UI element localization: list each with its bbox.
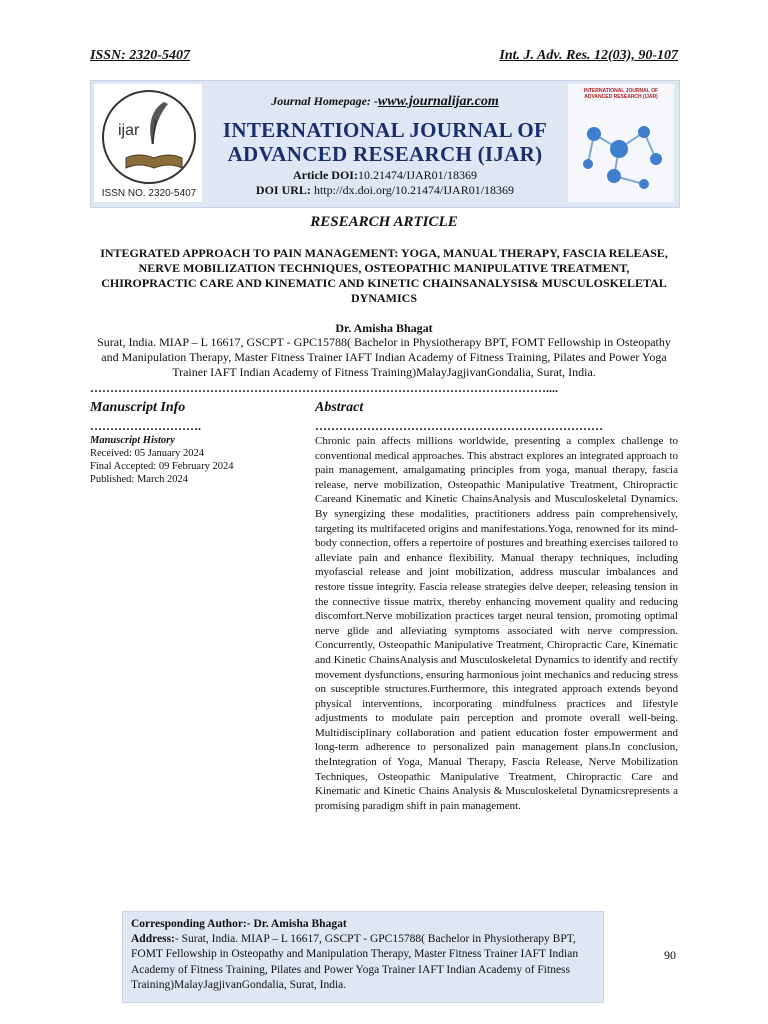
journal-title-line1: INTERNATIONAL JOURNAL OF — [222, 118, 548, 142]
article-doi: 10.21474/IJAR01/18369 — [357, 168, 477, 182]
published-date: Published: March 2024 — [90, 474, 188, 485]
issn-label: ISSN: 2320-5407 — [90, 48, 190, 63]
logo-text: ijar — [118, 122, 140, 139]
journal-homepage — [205, 94, 565, 110]
divider: …………………………………………………………………………………………………….... — [90, 383, 558, 393]
author-name: Dr. Amisha Bhagat — [335, 321, 433, 335]
abstract-text: Chronic pain affects millions worldwide, presenting a complex challenge to conventional medical approaches. This abstract explores an integrated approach to pain management, amalgamating principles from yoga, manual therapy, fascia release, nerve mobilization, Osteopathic Manipulative Treatment, Chiropractic Careand Kinematic and Kinetic ChainsAnalysis and Musculoskeletal Dynamics. By synergizing these modalities, practitioners address pain comprehensively, targeting its multifaceted origins and manifestations.Yoga, renowned for its mind-body connection, offers a repertoire of postures and breathing exercises tailored to alleviate pain and enhance flexibility. Manual therapy techniques, including myofascial release and joint mobilization, address muscular imbalances and restore tissue integrity. Fascia release strategies delve deeper, releasing tension in the connective tissue matrix, thereby enhancing movement quality and reducing discomfort.Nerve mobilization practices target neural tension, promoting optimal nerve glide and alleviating symptoms associated with nerve compression. Concurrently, Osteopathic Manipulative Treatment, Chiropractic Care, Kinematic and Kinetic ChainsAnalysis and Musculoskeletal Dynamics to identify and rectify movement dysfunctions, ensuring harmonious joint mechanics and reducing stress on susceptible structures.Furthermore, this integrated approach extends beyond physical interventions, incorporating mindfulness practices and lifestyle adjustments to modulate pain perception and promote overall well-being. Multidisciplinary collaboration and patient education foster empowerment and long-term adherence to personalized pain management plans.In conclusion, theIntegration of Yoga, Manual Therapy, Fascia Release, Nerve Mobilization Techniques, Osteopathic Manipulative Treatment, Chiropractic Care and Kinematic and Kinetic Chains Analysis & Musculoskeletal Dynamicsrepresents a promising paradigm shift in pain management. — [315, 435, 678, 812]
corresponding-author — [131, 917, 593, 993]
corresponding-label: Corresponding Author:- Dr. Amisha Bhagat — [131, 918, 347, 930]
homepage-label: Journal Homepage: - — [271, 94, 378, 108]
manuscript-history — [90, 434, 300, 486]
quill-icon — [142, 100, 172, 148]
abstract-divider: ……………………………………………………………… — [315, 421, 603, 431]
doi-url-label: DOI URL: — [255, 183, 311, 197]
accepted-date: Final Accepted: 09 February 2024 — [90, 461, 234, 472]
manuscript-info-heading: Manuscript Info — [90, 400, 186, 415]
cover-title: INTERNATIONAL JOURNAL OF ADVANCED RESEARCH (IJAR) — [583, 88, 659, 100]
molecule-icon — [574, 104, 668, 198]
doi-block — [205, 168, 565, 198]
citation-label: Int. J. Adv. Res. 12(03), 90-107 — [499, 48, 678, 63]
history-label: Manuscript History — [90, 435, 175, 446]
abstract-heading: Abstract — [315, 400, 364, 415]
article-doi-label: Article DOI: — [293, 168, 358, 182]
journal-cover — [568, 84, 674, 202]
address-text: - Surat, India. MIAP – L 16617, GSCPT - GPC15788( Bachelor in Physiotherapy BPT, FOMT Fellowship in Osteopathy and Manipulation Therapy, Master Fitness Trainer IAFT Indian Academy of Fitness Training, Pilates and Power Yoga Trainer IAFT Indian Academy of Fitness Training)MalayJagjivanGondalia, Surat, India. — [131, 933, 579, 991]
journal-logo — [94, 84, 202, 202]
doi-url-link[interactable]: http://dx.doi.org/10.21474/IJAR01/18369 — [313, 183, 515, 197]
author-affiliation: Surat, India. MIAP – L 16617, GSCPT - GPC15788( Bachelor in Physiotherapy BPT, FOMT Fellowship in Osteopathy and Manipulation Therapy, Master Fitness Trainer IAFT Indian Academy of Fitness Training, Pilates and Power Yoga Trainer IAFT Indian Academy of Fitness Training)MalayJagjivanGondalia, Surat, India. — [97, 335, 671, 379]
homepage-link[interactable]: www.journalijar.com — [377, 94, 499, 109]
journal-title-line2: ADVANCED RESEARCH (IJAR) — [227, 142, 543, 166]
page-number: 90 — [664, 948, 676, 962]
section-label: RESEARCH ARTICLE — [310, 214, 458, 230]
book-icon — [124, 148, 184, 170]
received-date: Received: 05 January 2024 — [90, 448, 205, 459]
address-label: Address: — [131, 933, 175, 946]
logo-issn: ISSN NO. 2320-5407 — [101, 188, 197, 199]
running-header — [90, 48, 678, 64]
journal-title — [205, 118, 565, 166]
manuscript-divider: ………………………. — [90, 421, 201, 431]
paper-title: INTEGRATED APPROACH TO PAIN MANAGEMENT: YOGA, MANUAL THERAPY, FASCIA RELEASE, NERVE MOBILIZATION TECHNIQUES, OSTEOPATHIC MANIPULATIVE TREATMENT, CHIROPRACTIC CARE AND KINEMATIC AND KINETIC CHAINSANALYSIS& MUSCULOSKELETAL DYNAMICS — [100, 246, 668, 305]
